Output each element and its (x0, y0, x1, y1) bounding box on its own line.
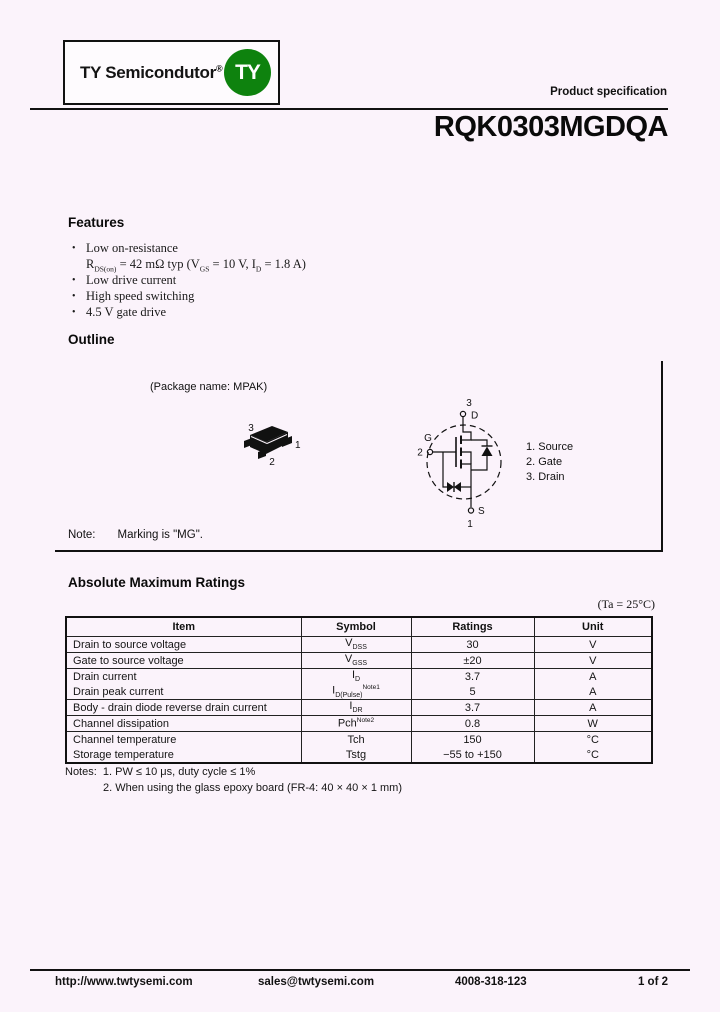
bullet-icon: • (72, 291, 76, 302)
mosfet-symbol-diagram (403, 392, 515, 534)
bullet-icon: • (72, 307, 76, 318)
table-row: Drain current $I_D$ 3.7 A (66, 669, 652, 685)
company-name: TY Semicondutor® (80, 62, 223, 82)
table-header-row (66, 617, 652, 637)
ratings-condition: (Ta = 25°C) (597, 597, 655, 611)
note-text: Marking is "MG". (117, 529, 203, 541)
bullet-icon: • (72, 275, 76, 286)
table-row: Channel dissipation Pch$^{Note2}$ 0.8 W (66, 716, 652, 732)
table-row: Channel temperature Tch 150 °C (66, 732, 652, 748)
source-pin-letter: S (478, 506, 485, 517)
ratings-heading: Absolute Maximum Ratings (68, 575, 246, 590)
footer-email: sales@twtysemi.com (258, 976, 375, 988)
legend-gate: 2. Gate (526, 456, 563, 468)
header-rule (30, 108, 668, 110)
outline-heading: Outline (68, 332, 115, 347)
note-label: Note: (68, 529, 96, 541)
features-heading: Features (68, 215, 125, 230)
col-symbol: Symbol (301, 617, 411, 637)
col-unit: Unit (534, 617, 652, 637)
table-row: Gate to source voltage $V_{GSS}$ ±20 V (66, 653, 652, 669)
pkg-pin2-label: 2 (269, 457, 275, 468)
table-row: Body - drain diode reverse drain current $I_{DR}$ 3.7 A (66, 700, 652, 716)
bullet-icon: • (72, 243, 76, 254)
mpak-package-drawing (238, 416, 302, 468)
gate-pin-letter: G (424, 433, 432, 444)
product-spec-label: Product specification (550, 86, 667, 98)
feature-item: • 4.5 V gate drive (72, 305, 167, 319)
source-pin-number: 1 (467, 519, 473, 530)
drain-pin-number: 3 (466, 398, 472, 409)
pkg-pin3-label: 3 (248, 423, 254, 434)
legend-source: 1. Source (526, 441, 574, 453)
table-note-2: 2. When using the glass epoxy board (FR-4: 40 × 40 × 1 mm) (103, 782, 402, 794)
feature-item: • High speed switching (72, 289, 195, 303)
table-row: Storage temperature Tstg −55 to +150 °C (66, 747, 652, 763)
drain-pin-letter: D (471, 410, 479, 422)
table-row: Drain peak current $I_{D(Pulse)}^{Note1}$ 5 A (66, 684, 652, 700)
feature-item: • Low on-resistance (72, 241, 178, 255)
feature-item: • Low drive current (72, 273, 177, 287)
footer-rule (30, 969, 690, 971)
outline-note (68, 529, 203, 541)
package-name-label: (Package name: MPAK) (150, 381, 268, 393)
part-number-title: RQK0303MGDQA (433, 111, 668, 143)
legend-drain: 3. Drain (526, 471, 565, 483)
ratings-table (65, 616, 653, 764)
registered-mark: ® (215, 62, 223, 73)
pin-legend (526, 440, 573, 485)
footer-url: http://www.twtysemi.com (55, 976, 193, 988)
pkg-pin1-label: 1 (295, 440, 301, 451)
col-ratings: Ratings (411, 617, 534, 637)
table-row: Drain to source voltage $V_{DSS}$ 30 V (66, 637, 652, 653)
table-note-1: Notes: 1. PW ≤ 10 μs, duty cycle ≤ 1% (65, 766, 256, 778)
footer-phone: 4008-318-123 (455, 976, 527, 988)
logo-badge-icon: TY (224, 49, 271, 96)
footer-page-number: 1 of 2 (637, 976, 668, 988)
feature-item-rds: $R_{DS(on)} = 42$ mΩ typ ($V_{GS} = 10$ V, $I_D = 1.8$ A) (86, 257, 306, 274)
notes-label: Notes: (65, 766, 97, 778)
gate-pin-number: 2 (417, 447, 423, 459)
col-item: Item (66, 617, 301, 637)
